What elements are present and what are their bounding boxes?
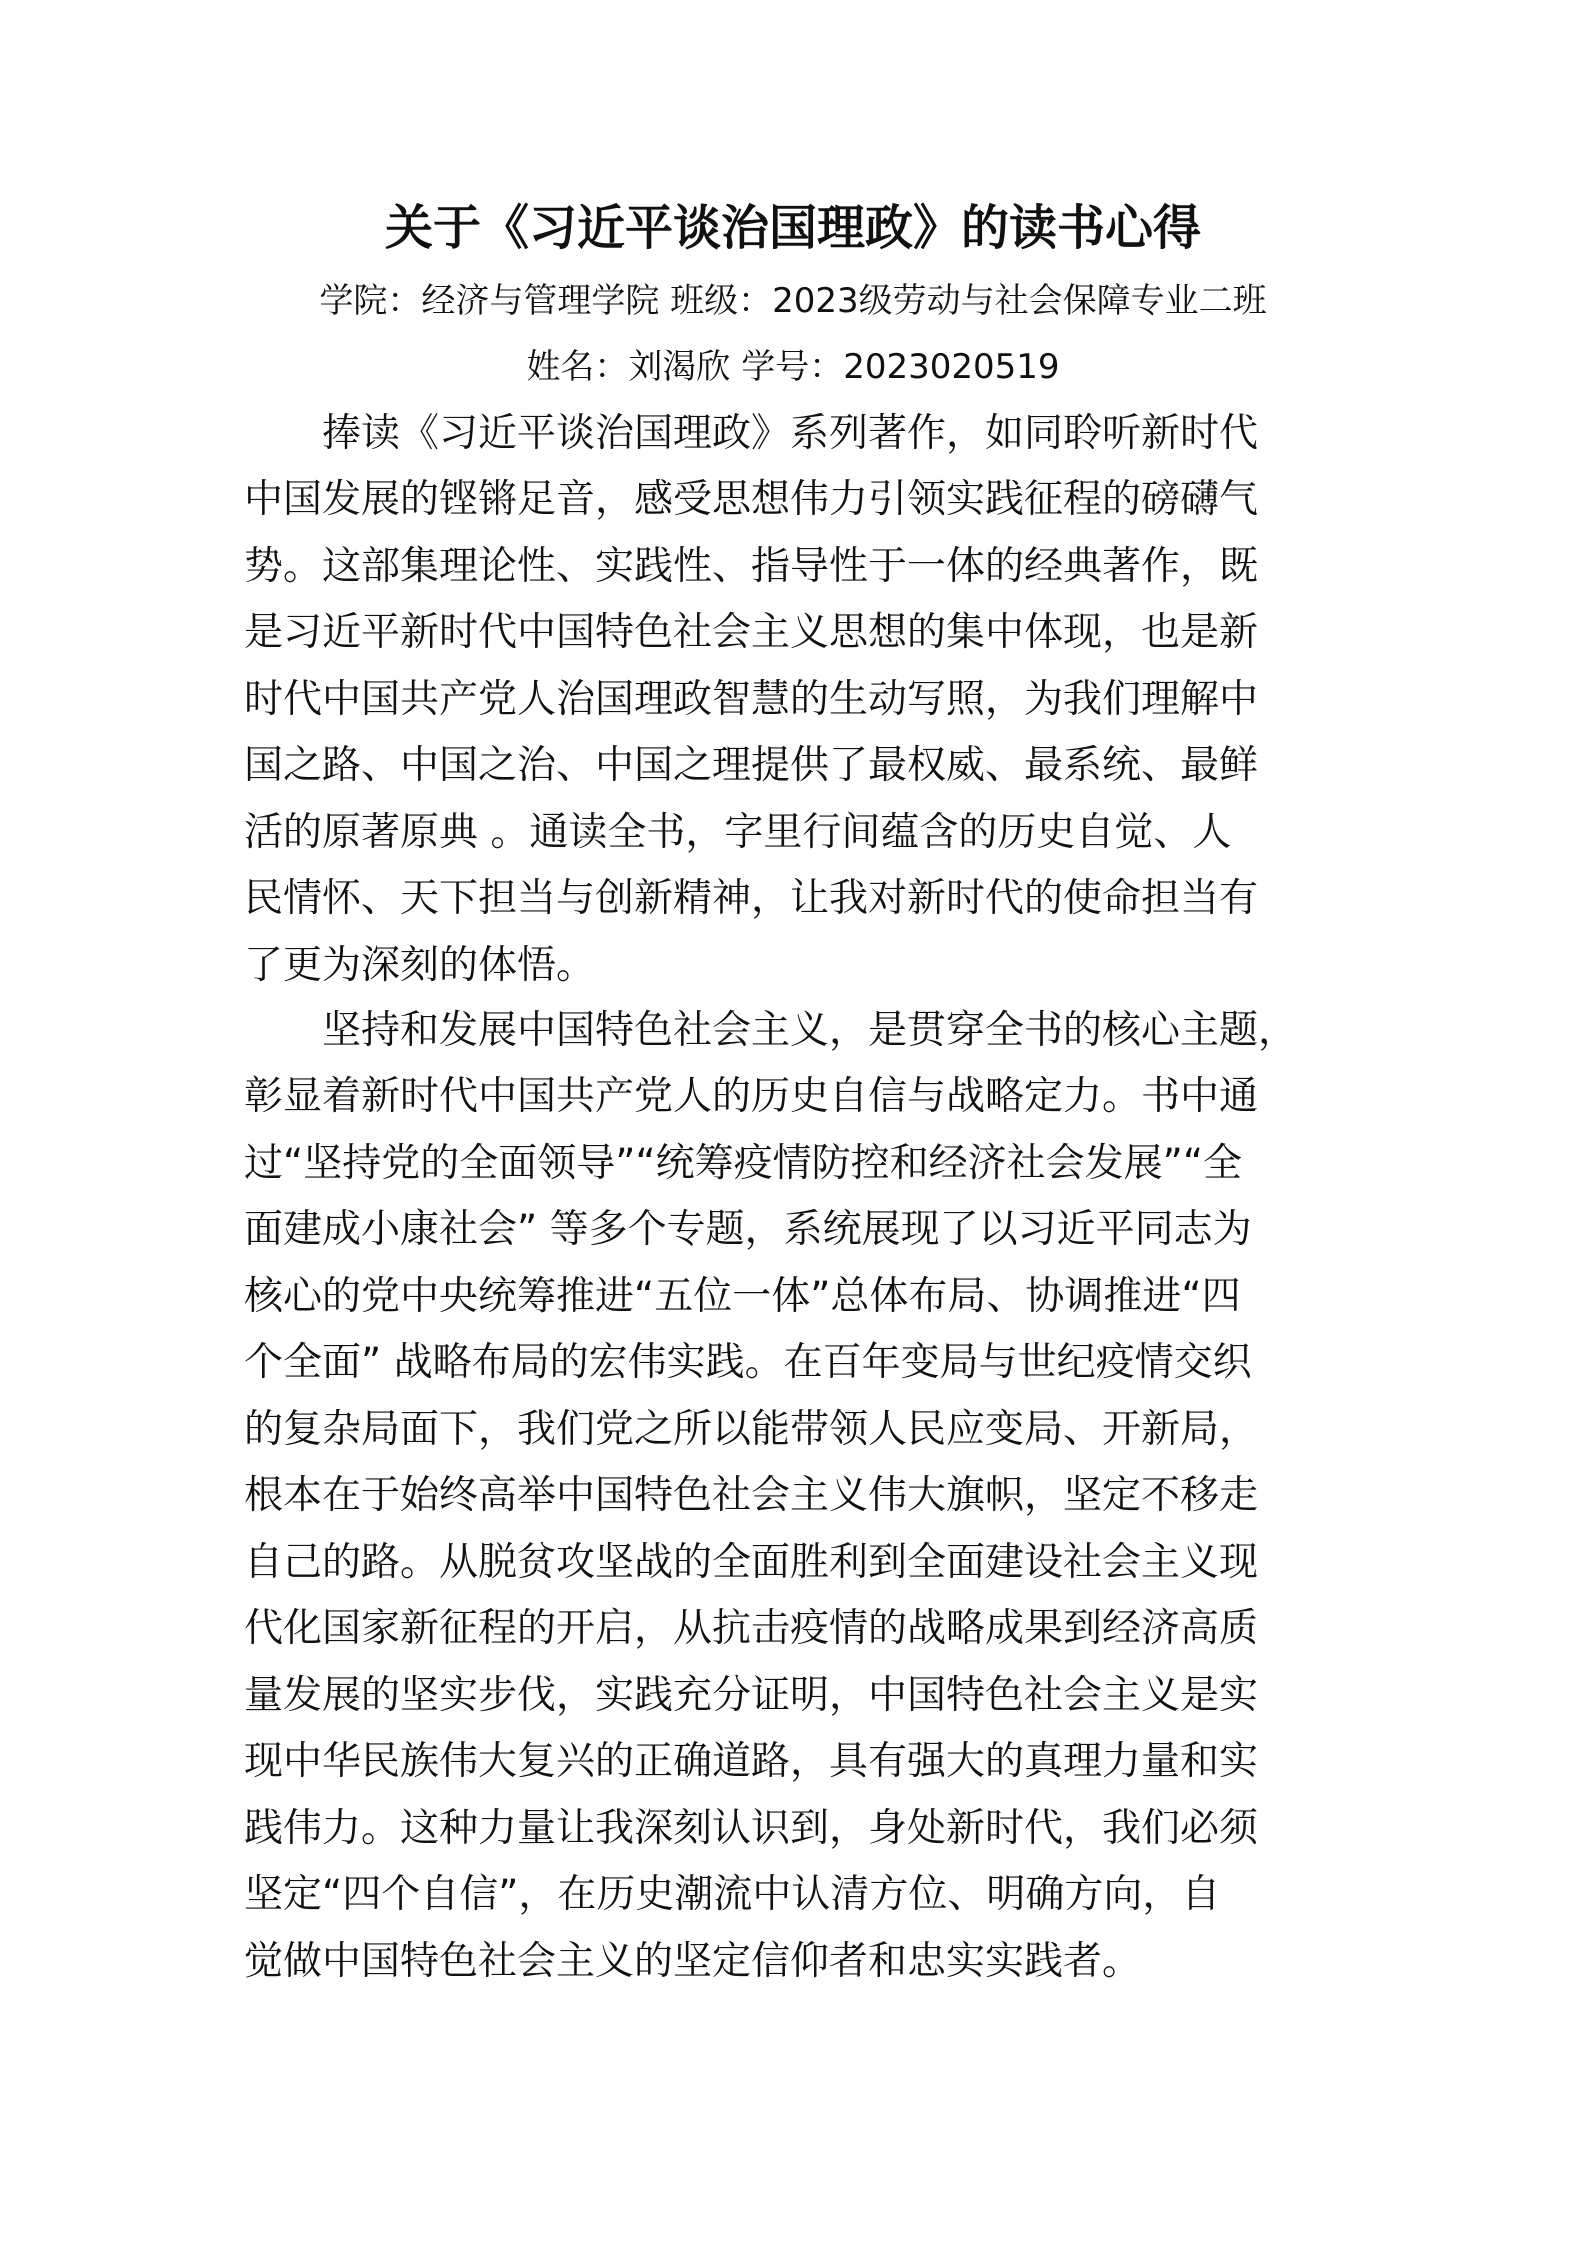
- document-title: 关于《习近平谈治国理政》的读书心得: [384, 200, 1201, 256]
- paragraph-line: 民情怀、天下担当与创新精神，让我对新时代的使命担当有: [244, 876, 1259, 921]
- paragraph-line: 觉做中国特色社会主义的坚定信仰者和忠实实践者。: [244, 1939, 1142, 1984]
- paragraph-line: 是习近平新时代中国特色社会主义思想的集中体现，也是新: [244, 610, 1259, 655]
- paragraph-line: 的复杂局面下，我们党之所以能带领人民应变局、开新局，: [244, 1407, 1259, 1452]
- paragraph-line: 中国发展的铿锵足音，感受思想伟力引领实践征程的磅礴气: [244, 477, 1259, 522]
- paragraph-line: 活的原著原典 。通读全书，字里行间蕴含的历史自觉、人: [244, 810, 1232, 855]
- paragraph-line: 国之路、中国之治、中国之理提供了最权威、最系统、最鲜: [244, 743, 1259, 788]
- name-student-id-info: 姓名：刘渴欣 学号：2023020519: [526, 347, 1060, 387]
- paragraph-line: 个全面” 战略布局的宏伟实践。在百年变局与世纪疫情交织: [244, 1340, 1252, 1385]
- paragraph-line: 践伟力。这种力量让我深刻认识到，身处新时代，我们必须: [244, 1806, 1259, 1851]
- paragraph-line: 时代中国共产党人治国理政智慧的生动写照，为我们理解中: [244, 677, 1259, 722]
- paragraph-line: 现中华民族伟大复兴的正确道路，具有强大的真理力量和实: [244, 1739, 1259, 1784]
- college-class-info: 学院：经济与管理学院 班级：2023级劳动与社会保障专业二班: [319, 281, 1267, 321]
- paragraph-line: 坚定“四个自信”，在历史潮流中认清方位、明确方向，自: [244, 1872, 1221, 1917]
- paragraph-line: 彰显着新时代中国共产党人的历史自信与战略定力。书中通: [244, 1074, 1259, 1119]
- paragraph-line: 自己的路。从脱贫攻坚战的全面胜利到全面建设社会主义现: [244, 1540, 1259, 1585]
- paragraph-line: 量发展的坚实步伐，实践充分证明，中国特色社会主义是实: [244, 1673, 1259, 1718]
- paragraph-line: 势。这部集理论性、实践性、指导性于一体的经典著作，既: [244, 544, 1259, 589]
- paragraph-line: 根本在于始终高举中国特色社会主义伟大旗帜，坚定不移走: [244, 1473, 1259, 1518]
- paragraph-line: 捧读《习近平谈治国理政》系列著作，如同聆听新时代: [244, 411, 1259, 456]
- paragraph-line: 核心的党中央统筹推进“五位一体”总体布局、协调推进“四: [244, 1274, 1241, 1319]
- paragraph-line: 过“坚持党的全面领导”“统筹疫情防控和经济社会发展”“全: [244, 1141, 1243, 1186]
- paragraph-line: 代化国家新征程的开启，从抗击疫情的战略成果到经济高质: [244, 1606, 1259, 1651]
- paragraph-line: 了更为深刻的体悟。: [244, 943, 596, 988]
- paragraph-line: 坚持和发展中国特色社会主义，是贯穿全书的核心主题，: [244, 1008, 1298, 1053]
- paragraph-line: 面建成小康社会” 等多个专题，系统展现了以习近平同志为: [244, 1207, 1252, 1252]
